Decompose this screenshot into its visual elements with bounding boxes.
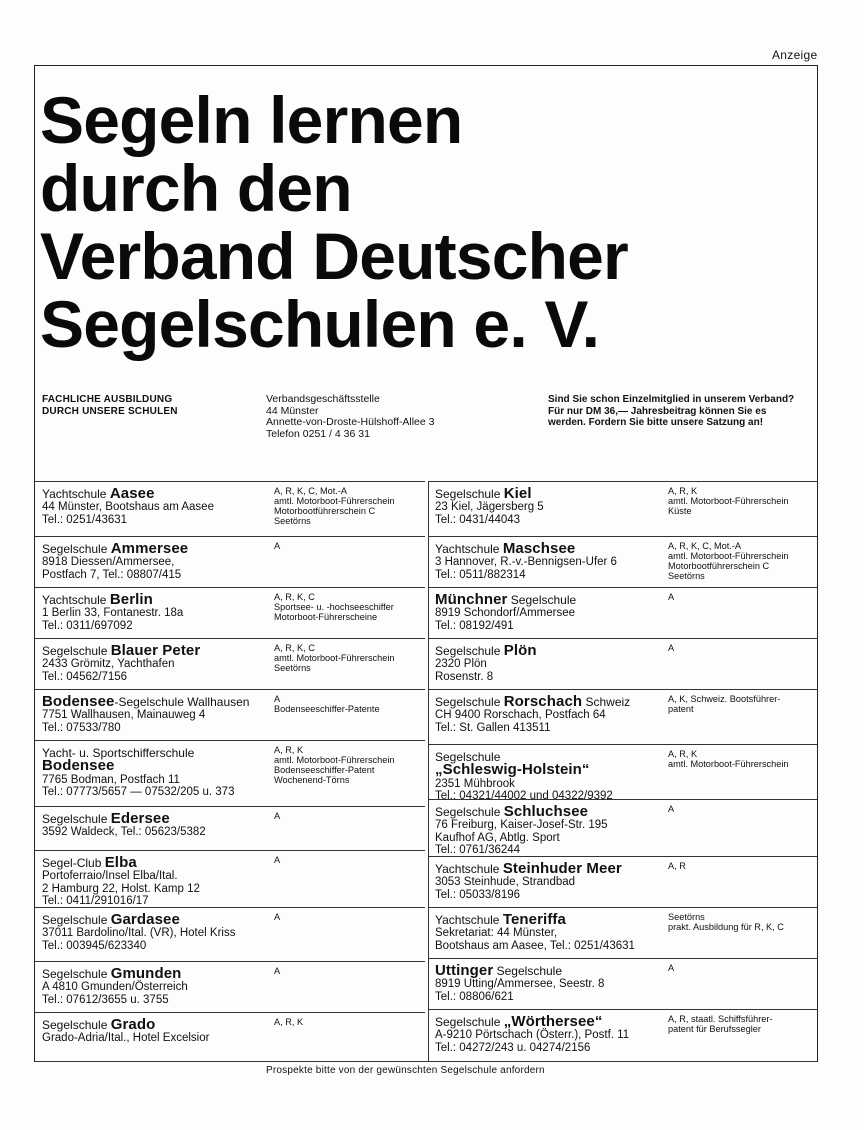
licence-info bbox=[274, 745, 395, 785]
licence-line: Motorboot-Führerscheine bbox=[274, 612, 378, 622]
school-name: Plön bbox=[503, 642, 537, 659]
school-name: Uttinger bbox=[435, 962, 494, 979]
address-line: A-9210 Pörtschach (Österr.), Postf. 11 bbox=[435, 1028, 630, 1041]
school-type: Segelschule bbox=[435, 805, 504, 819]
school-title bbox=[42, 854, 200, 871]
licence-line: Seetörns bbox=[668, 912, 705, 922]
school-address bbox=[42, 693, 250, 734]
school-type: Yachtschule bbox=[435, 913, 503, 927]
school-entry bbox=[428, 744, 817, 803]
school-title bbox=[435, 642, 537, 659]
school-entry bbox=[428, 1009, 817, 1061]
address-line: 3053 Steinhude, Strandbad bbox=[435, 875, 576, 888]
address-line: Tel.: 07773/5657 — 07532/205 u. 373 bbox=[42, 786, 235, 799]
licence-info bbox=[274, 541, 280, 551]
school-title bbox=[42, 591, 183, 608]
school-name: Teneriffa bbox=[502, 911, 566, 928]
school-address bbox=[435, 803, 608, 857]
headline-line: Segelschulen e. V. bbox=[40, 287, 600, 361]
school-name: Grado bbox=[110, 1016, 156, 1033]
address-line: Grado-Adria/Ital., Hotel Excelsior bbox=[42, 1031, 210, 1044]
licence-line: A bbox=[668, 643, 675, 653]
school-type: Segel-Club bbox=[42, 856, 105, 870]
school-type: Segelschule bbox=[42, 644, 111, 658]
address-line: 8919 Schondorf/Ammersee bbox=[435, 606, 575, 619]
school-title bbox=[435, 962, 604, 979]
address-line: 2351 Mühbrook bbox=[435, 777, 515, 790]
licence-line: Seetörns bbox=[274, 516, 311, 526]
licence-info bbox=[274, 486, 395, 526]
school-type-suffix: Segelschule bbox=[493, 964, 563, 978]
address-line: 8918 Diessen/Ammersee, bbox=[42, 555, 175, 568]
licence-line: A, K, Schweiz. Bootsführer- bbox=[668, 694, 781, 704]
school-title bbox=[42, 485, 214, 502]
office-address-line: Annette-von-Droste-Hülshoff-Allee 3 bbox=[266, 416, 435, 428]
licence-line: amtl. Motorboot-Führerschein bbox=[274, 755, 395, 765]
school-name: Gardasee bbox=[110, 911, 180, 928]
address-line: Tel.: St. Gallen 413511 bbox=[435, 721, 551, 734]
address-line: Kaufhof AG, Abtlg. Sport bbox=[435, 831, 560, 844]
licence-info bbox=[668, 694, 780, 714]
licence-line: A, R, K, C bbox=[274, 592, 315, 602]
office-address-line: Verbandsgeschäftsstelle bbox=[266, 393, 380, 405]
address-line: 2 Hamburg 22, Holst. Kamp 12 bbox=[42, 882, 200, 895]
licence-info bbox=[668, 592, 674, 602]
school-name: Elba bbox=[104, 854, 137, 871]
licence-line: Motorbootführerschein C bbox=[668, 561, 770, 571]
licence-line: Bodenseeschiffer-Patent bbox=[274, 765, 375, 775]
school-title bbox=[42, 642, 201, 659]
licence-line: Seetörns bbox=[668, 571, 705, 581]
school-name: Schluchsee bbox=[503, 803, 589, 820]
school-address bbox=[435, 693, 631, 734]
training-note bbox=[42, 394, 178, 417]
school-address bbox=[435, 1013, 630, 1054]
school-entry bbox=[35, 481, 425, 536]
school-name: „Schleswig-Holstein“ bbox=[435, 760, 590, 778]
licence-info bbox=[274, 912, 280, 922]
licence-info bbox=[274, 966, 280, 976]
licence-line: amtl. Motorboot-Führerschein bbox=[668, 496, 789, 506]
licence-line: Küste bbox=[668, 506, 692, 516]
school-name: Münchner bbox=[435, 591, 508, 608]
licence-line: A, R bbox=[668, 861, 686, 871]
address-line: 7751 Wallhausen, Mainauweg 4 bbox=[42, 708, 206, 721]
address-line: 76 Freiburg, Kaiser-Josef-Str. 195 bbox=[435, 818, 608, 831]
address-line: Tel.: 0431/44043 bbox=[435, 513, 521, 526]
licence-line: A bbox=[274, 912, 281, 922]
school-title bbox=[435, 540, 617, 557]
address-line: Tel.: 0251/43631 bbox=[42, 513, 128, 526]
school-list-right bbox=[428, 481, 817, 1061]
address-line: Bootshaus am Aasee, Tel.: 0251/43631 bbox=[435, 939, 635, 952]
school-title bbox=[435, 591, 577, 608]
licence-info bbox=[668, 804, 674, 814]
school-address bbox=[435, 962, 605, 1003]
school-entry bbox=[35, 536, 425, 587]
school-list-left bbox=[35, 481, 425, 1062]
school-type: Segelschule bbox=[435, 695, 504, 709]
address-line: 2320 Plön bbox=[435, 657, 487, 670]
address-line: 2433 Grömitz, Yachthafen bbox=[42, 657, 175, 670]
licence-line: A bbox=[274, 966, 281, 976]
address-line: 23 Kiel, Jägersberg 5 bbox=[435, 500, 544, 513]
school-address bbox=[435, 911, 635, 952]
school-type-suffix: Schweiz bbox=[582, 695, 631, 709]
licence-line: A, R, K, C, Mot.-A bbox=[668, 541, 742, 551]
school-type: Segelschule bbox=[435, 487, 504, 501]
membership-note-line: werden. Fordern Sie bitte unsere Satzung an! bbox=[548, 417, 764, 428]
office-address bbox=[266, 394, 434, 440]
school-title bbox=[435, 485, 544, 502]
school-entry bbox=[35, 689, 425, 740]
licence-line: A bbox=[274, 855, 281, 865]
school-entry bbox=[35, 961, 425, 1012]
training-note-line: FACHLICHE AUSBILDUNG bbox=[42, 394, 173, 405]
licence-line: A, R, K bbox=[274, 1017, 304, 1027]
school-title bbox=[435, 911, 635, 928]
headline-line: Segeln lernen bbox=[40, 83, 463, 157]
school-title bbox=[42, 810, 206, 827]
licence-line: Bodenseeschiffer-Patente bbox=[274, 704, 380, 714]
address-line: Tel.: 003945/623340 bbox=[42, 939, 147, 952]
licence-line: patent bbox=[668, 704, 694, 714]
licence-line: A, R, K bbox=[274, 745, 304, 755]
school-address bbox=[435, 642, 537, 683]
licence-line: prakt. Ausbildung für R, K, C bbox=[668, 922, 784, 932]
address-line: 8919 Utting/Ammersee, Seestr. 8 bbox=[435, 977, 605, 990]
school-name: Steinhuder Meer bbox=[502, 860, 622, 877]
licence-info bbox=[668, 1014, 773, 1034]
licence-line: Sportsee- u. -hochseeschiffer bbox=[274, 602, 394, 612]
school-type: Segelschule bbox=[42, 967, 111, 981]
address-line: Rosenstr. 8 bbox=[435, 670, 494, 683]
school-entry bbox=[428, 907, 817, 958]
licence-line: amtl. Motorboot-Führerschein bbox=[668, 759, 789, 769]
licence-line: A bbox=[274, 694, 281, 704]
school-type: Segelschule bbox=[435, 1015, 504, 1029]
licence-info bbox=[274, 694, 380, 714]
address-line: 3 Hannover, R.-v.-Bennigsen-Ufer 6 bbox=[435, 555, 617, 568]
licence-line: patent für Berufssegler bbox=[668, 1024, 761, 1034]
headline-line: durch den bbox=[40, 151, 352, 225]
address-line: Tel.: 05033/8196 bbox=[435, 888, 521, 901]
school-type: Yachtschule bbox=[435, 542, 503, 556]
school-address bbox=[42, 911, 236, 952]
school-address bbox=[42, 1016, 210, 1045]
school-name: Blauer Peter bbox=[110, 642, 201, 659]
address-line: Tel.: 0511/882314 bbox=[435, 568, 526, 581]
address-line: Tel.: 08192/491 bbox=[435, 619, 514, 632]
licence-line: A bbox=[668, 963, 675, 973]
school-type-suffix: -Segelschule Wallhausen bbox=[114, 695, 250, 709]
school-entry bbox=[35, 806, 425, 850]
school-title bbox=[42, 911, 235, 928]
address-line: Tel.: 0761/36244 bbox=[435, 844, 521, 857]
school-type: Segelschule bbox=[42, 812, 111, 826]
school-title bbox=[42, 693, 250, 710]
licence-line: amtl. Motorboot-Führerschein bbox=[668, 551, 789, 561]
licence-info bbox=[274, 643, 395, 673]
school-address bbox=[42, 810, 206, 839]
licence-info bbox=[668, 486, 789, 516]
address-line: CH 9400 Rorschach, Postfach 64 bbox=[435, 708, 606, 721]
membership-note-line: Für nur DM 36,— Jahresbeitrag können Sie es bbox=[548, 405, 767, 417]
school-entry bbox=[428, 958, 817, 1009]
licence-info bbox=[274, 855, 280, 865]
school-title bbox=[42, 540, 189, 557]
school-address bbox=[435, 485, 544, 526]
school-type: Yacht- u. Sportschifferschule bbox=[42, 746, 195, 760]
school-title bbox=[435, 803, 608, 820]
table-bottom-rule bbox=[35, 1061, 817, 1062]
school-entry bbox=[35, 1012, 425, 1062]
headline-line: Verband Deutscher bbox=[40, 219, 628, 293]
licence-line: A bbox=[274, 541, 281, 551]
licence-line: A bbox=[274, 811, 281, 821]
school-name: Bodensee bbox=[42, 756, 115, 774]
school-entry bbox=[428, 481, 817, 536]
school-title bbox=[435, 693, 631, 710]
address-line: Portoferraio/Insel Elba/Ital. bbox=[42, 869, 178, 882]
school-address bbox=[42, 854, 200, 908]
school-type: Yachtschule bbox=[42, 487, 110, 501]
school-title bbox=[42, 1016, 209, 1033]
school-address bbox=[42, 965, 188, 1006]
membership-note bbox=[548, 394, 820, 429]
headline bbox=[40, 83, 628, 361]
licence-info bbox=[668, 912, 784, 932]
address-line: A 4810 Gmunden/Österreich bbox=[42, 980, 188, 993]
school-address bbox=[42, 485, 214, 526]
school-entry bbox=[35, 850, 425, 907]
school-entry bbox=[428, 856, 817, 907]
school-name: Kiel bbox=[503, 485, 532, 502]
school-type: Segelschule bbox=[435, 644, 504, 658]
address-line: Tel.: 08806/621 bbox=[435, 990, 514, 1003]
school-type-suffix: Segelschule bbox=[507, 593, 577, 607]
school-address bbox=[42, 642, 201, 683]
address-line: Tel.: 0411/291016/17 bbox=[42, 895, 149, 908]
school-entry bbox=[35, 638, 425, 689]
school-address bbox=[42, 747, 234, 799]
school-address bbox=[435, 751, 613, 803]
licence-line: Wochenend-Törns bbox=[274, 775, 350, 785]
licence-line: A, R, K bbox=[668, 749, 698, 759]
licence-line: A bbox=[668, 592, 675, 602]
address-line: 37011 Bardolino/Ital. (VR), Hotel Kriss bbox=[42, 926, 236, 939]
licence-info bbox=[668, 861, 686, 871]
school-address bbox=[435, 591, 577, 632]
membership-note-line: Sind Sie schon Einzelmitglied in unserem Verband? bbox=[548, 394, 795, 405]
school-address bbox=[42, 540, 189, 581]
address-line: 3592 Waldeck, Tel.: 05623/5382 bbox=[42, 825, 206, 838]
licence-info bbox=[274, 592, 394, 622]
address-line: Sekretariat: 44 Münster, bbox=[435, 926, 558, 939]
address-line: Tel.: 04321/44002 und 04322/9392 bbox=[435, 790, 613, 803]
school-type: Segelschule bbox=[42, 1018, 111, 1032]
school-type: Segelschule bbox=[42, 913, 111, 927]
school-name: Ammersee bbox=[110, 540, 189, 557]
licence-info bbox=[274, 1017, 303, 1027]
school-title bbox=[435, 860, 622, 877]
footer-note: Prospekte bitte von der gewünschten Segelschule anfordern bbox=[266, 1065, 545, 1076]
licence-info bbox=[668, 963, 674, 973]
school-address bbox=[435, 860, 622, 901]
licence-line: A, R, K, C bbox=[274, 643, 315, 653]
school-type: Segelschule bbox=[435, 750, 501, 764]
address-line: 44 Münster, Bootshaus am Aasee bbox=[42, 500, 214, 513]
licence-line: A, R, staatl. Schiffsführer- bbox=[668, 1014, 773, 1024]
school-title bbox=[42, 965, 188, 982]
school-name: Gmunden bbox=[110, 965, 182, 982]
address-line: Tel.: 04562/7156 bbox=[42, 670, 128, 683]
address-line: Tel.: 07533/780 bbox=[42, 721, 121, 734]
licence-line: A, R, K bbox=[668, 486, 698, 496]
school-address bbox=[42, 591, 184, 632]
school-type: Segelschule bbox=[42, 542, 111, 556]
training-note-line: DURCH UNSERE SCHULEN bbox=[42, 405, 178, 417]
school-name: Rorschach bbox=[503, 693, 583, 710]
school-name: Aasee bbox=[109, 485, 155, 502]
school-entry bbox=[428, 587, 817, 638]
school-entry bbox=[428, 638, 817, 689]
licence-line: A, R, K, C, Mot.-A bbox=[274, 486, 348, 496]
address-line: Tel.: 04272/243 u. 04274/2156 bbox=[435, 1041, 591, 1054]
school-name: „Wörthersee“ bbox=[503, 1013, 603, 1030]
licence-line: amtl. Motorboot-Führerschein bbox=[274, 653, 395, 663]
school-entry bbox=[35, 740, 425, 806]
licence-info bbox=[668, 749, 789, 769]
school-entry bbox=[428, 689, 817, 744]
school-name: Bodensee bbox=[42, 693, 115, 710]
school-name: Maschsee bbox=[502, 540, 576, 557]
address-line: 1 Berlin 33, Fontanestr. 18a bbox=[42, 606, 184, 619]
licence-info bbox=[668, 541, 789, 581]
school-address bbox=[435, 540, 617, 581]
school-type: Yachtschule bbox=[42, 593, 110, 607]
address-line: 7765 Bodman, Postfach 11 bbox=[42, 773, 180, 786]
address-line: Tel.: 07612/3655 u. 3755 bbox=[42, 993, 169, 1006]
school-name: Edersee bbox=[110, 810, 170, 827]
school-name: Berlin bbox=[109, 591, 153, 608]
licence-line: amtl. Motorboot-Führerschein bbox=[274, 496, 395, 506]
licence-line: A bbox=[668, 804, 675, 814]
school-title bbox=[435, 1013, 629, 1030]
office-address-line: Telefon 0251 / 4 36 31 bbox=[266, 427, 370, 440]
licence-line: Motorbootführerschein C bbox=[274, 506, 376, 516]
school-type: Yachtschule bbox=[435, 862, 503, 876]
address-line: Tel.: 0311/697092 bbox=[42, 619, 133, 632]
licence-line: Seetörns bbox=[274, 663, 311, 673]
advertisement-label: Anzeige bbox=[772, 48, 818, 62]
school-entry bbox=[428, 536, 817, 587]
address-line: Postfach 7, Tel.: 08807/415 bbox=[42, 568, 182, 581]
school-entry bbox=[428, 799, 817, 856]
school-entry bbox=[35, 907, 425, 961]
office-address-line: 44 Münster bbox=[266, 404, 319, 417]
school-entry bbox=[35, 587, 425, 638]
licence-info bbox=[668, 643, 674, 653]
licence-info bbox=[274, 811, 280, 821]
